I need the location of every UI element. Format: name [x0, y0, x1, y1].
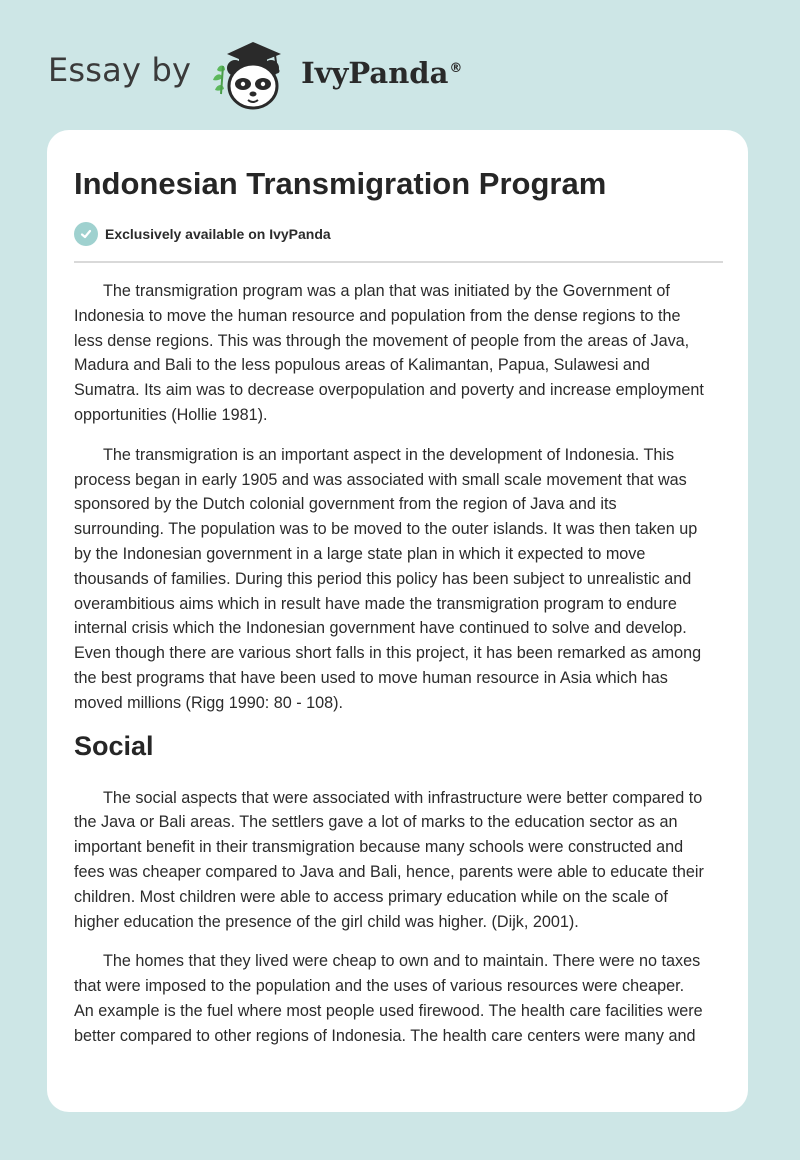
check-circle-icon: [74, 222, 98, 246]
brand-name-text: IvyPanda: [301, 56, 449, 90]
essay-by-label: Essay by: [48, 51, 192, 89]
essay-body: [74, 279, 724, 1064]
panda-graduation-cap-icon: [205, 34, 297, 114]
paragraph: The social aspects that were associated with infrastructure were better compared to the Java or Bali areas. The settlers gave a lot of marks to the education sector as an important benefit in their transmigration because many schools were constructed and fees was cheaper compared to Java and Bali, hence, parents were able to educate their children. Most children were able to access primary education while on the scale of higher education the presence of the girl child was higher. (Dijk, 2001).: [74, 788, 704, 931]
badge-label: Exclusively available on IvyPanda: [105, 226, 331, 242]
brand-name: [301, 56, 462, 90]
registered-mark: ®: [449, 61, 463, 77]
page-title: Indonesian Transmigration Program: [74, 166, 607, 201]
site-logo[interactable]: [48, 34, 462, 114]
paragraph: The transmigration program was a plan that was initiated by the Government of Indonesia to move the human resource and population from the dense regions to the less dense regions. This was through the movement of people from the areas of Java, Madura and Bali to the less populous areas of Kalimantan, Papua, Sulawesi and Sumatra. Its aim was to decrease overpopulation and poverty and increase employment opportunities (Hollie 1981).: [74, 282, 704, 424]
section-heading: Social: [74, 730, 154, 761]
paragraph: The homes that they lived were cheap to own and to maintain. There were no taxes that were imposed to the population and the uses of various resources were cheaper. An example is the fuel where most people used firewood. The health care facilities were better compared to other regions of Indonesia. The health care centers were many and: [74, 952, 703, 1045]
exclusive-badge: [74, 222, 331, 246]
divider: [74, 261, 723, 263]
essay-card: [47, 130, 748, 1112]
checkmark-icon: [79, 227, 93, 241]
paragraph: The transmigration is an important aspect in the development of Indonesia. This process began in early 1905 and was associated with small scale movement that was sponsored by the Dutch colonial government from the region of Java and its surrounding. The population was to be moved to the outer islands. It was then taken up by the Indonesian government in a large state plan in which it expected to move thousands of families. During this period this policy has been subject to unrealistic and overambitious aims which in result have made the transmigration program to endure internal crisis which the Indonesian government have continued to solve and develop. Even though there are various short falls in this project, it has been remarked as among the best programs that have been used to move human resource in Asia which has moved millions (Rigg 1990: 80 - 108).: [74, 445, 702, 712]
